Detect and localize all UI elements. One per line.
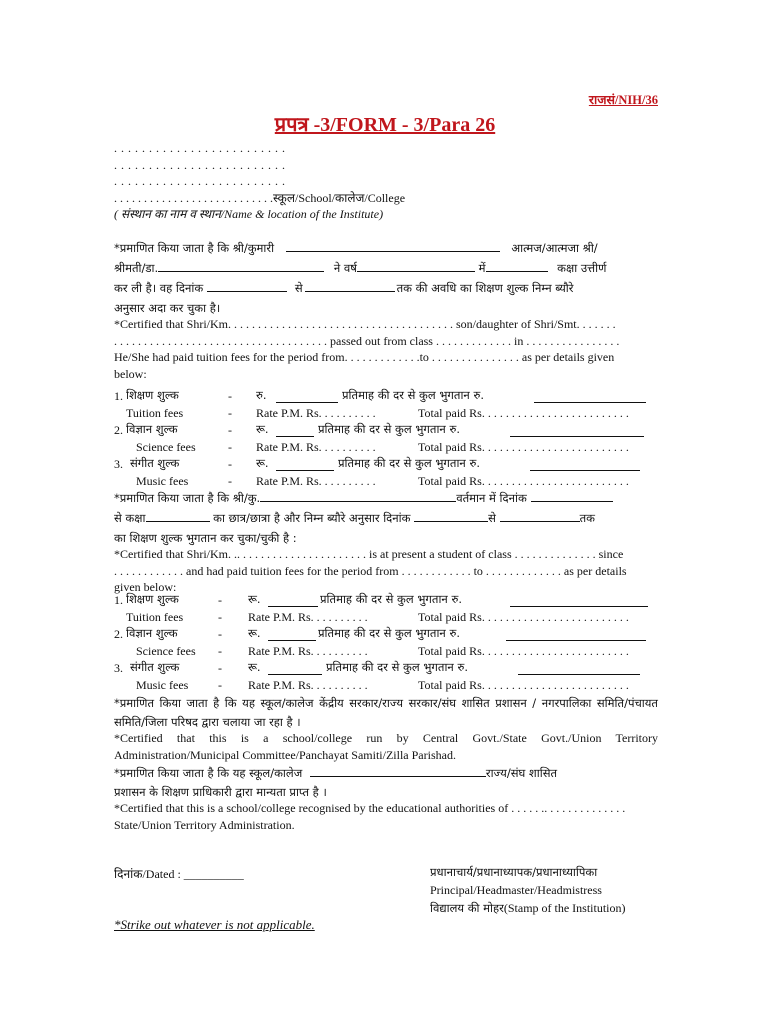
- english-line: below:: [114, 366, 147, 381]
- period-text: तक की अवधि का शिक्षण शुल्क निम्न ब्यौरे: [396, 281, 574, 295]
- section2-hindi: *प्रमाणित किया जाता है कि श्री/कु. वर्तमान में दिनांक से कक्षा का छात्र/छात्रा है और निम्न ब्यौरे अनुसार दिनांक से तक का शिक्षण शुल्क भुगतान कर चुका/चुकी है :: [114, 488, 658, 548]
- dot-line: . . . . . . . . . . . . . . . . . . . . . . . . .: [114, 157, 286, 172]
- fee-row-hindi: 1. शिक्षण शुल्क - रु. प्रतिमाह की दर से कुल भुगतान रु.: [114, 388, 658, 405]
- total-blank[interactable]: [506, 639, 646, 641]
- strike-out-note: *Strike out whatever is not applicable.: [114, 917, 315, 932]
- year-text: ने वर्ष: [333, 261, 357, 275]
- authority-blank[interactable]: [310, 775, 486, 777]
- fee-row-hindi: 2. विज्ञान शुल्क - रू. प्रतिमाह की दर से कुल भुगतान रु.: [114, 626, 658, 643]
- name-blank[interactable]: [286, 250, 500, 252]
- section1-english: [114, 316, 658, 382]
- passed-text: कक्षा उत्तीर्ण: [557, 261, 607, 275]
- total-blank[interactable]: [510, 435, 644, 437]
- fee-row-english: Music fees - Rate P.M. Rs. . . . . . . . . . Total paid Rs. . . . . . . . . . . . . . . . . . . . . . . . .: [136, 678, 629, 692]
- year-blank[interactable]: [357, 270, 475, 272]
- school-line: . . . . . . . . . . . . . . . . . . . . . . . . . . .स्कूल/School/कालेज/College: [114, 190, 406, 205]
- date-blank[interactable]: [531, 500, 613, 502]
- stamp-hindi: विद्यालय की मोहर: [430, 901, 504, 916]
- fee-row-english: Science fees - Rate P.M. Rs. . . . . . . . . . Total paid Rs. . . . . . . . . . . . . . . . . . . . . . . . .: [136, 644, 629, 658]
- in-text: में: [478, 261, 486, 275]
- fee-row-hindi: 3. संगीत शुल्क - रू. प्रतिमाह की दर से कुल भुगतान रु.: [114, 456, 658, 473]
- fee-row-english: Science fees - Rate P.M. Rs. . . . . . . . . . Total paid Rs. . . . . . . . . . . . . . . . . . . . . . . . .: [136, 440, 629, 454]
- section3-english: *Certified that this is a school/college run by Central Govt./State Govt./Union Territory Administration/Municipal Committee/Panchayat Samiti/Zilla Parishad.: [114, 731, 658, 762]
- english-line: . . . . . . . . . . . . and had paid tuition fees for the period from . . . . . . . . . . . . to . . . . . . . . . . . . . as per details: [114, 563, 627, 578]
- section4-hindi: *प्रमाणित किया जाता है कि यह स्कूल/कालेज राज्य/संघ शासित प्रशासन के शिक्षण प्राधिकारी द्वारा मान्यता प्राप्त है ।: [114, 766, 558, 799]
- reference-code: राजसं/NIH/36: [588, 93, 658, 107]
- rate-blank[interactable]: [268, 673, 322, 675]
- fee-row-hindi: 2. विज्ञान शुल्क - रू. प्रतिमाह की दर से कुल भुगतान रु.: [114, 422, 658, 439]
- signature-block: [430, 864, 626, 918]
- fees-table-1: [114, 388, 658, 490]
- total-blank[interactable]: [534, 401, 646, 403]
- institution-caption: ( संस्थान का नाम व स्थान/Name & location of the Institute): [114, 207, 384, 222]
- parent-blank[interactable]: [158, 270, 324, 272]
- stamp-english: (Stamp of the Institution): [503, 901, 626, 916]
- dot-line: . . . . . . . . . . . . . . . . . . . . . . . . .: [114, 141, 286, 155]
- fee-name-hi: शिक्षण शुल्क: [126, 388, 179, 402]
- section1-hindi: [114, 238, 658, 318]
- english-line: given below:: [114, 580, 177, 595]
- english-line: He/She had paid tuition fees for the period from. . . . . . . . . . . . .to . . . . . . . . . . . . . . . as per details given: [114, 350, 615, 365]
- paid-text: अनुसार अदा कर चुका है।: [114, 301, 221, 315]
- rate-blank[interactable]: [276, 435, 314, 437]
- class-blank[interactable]: [146, 520, 210, 522]
- section4-english: *Certified that this is a school/college recognised by the educational authorities of . . . . . .. . . . . . . . . . . . . . State/Union Territory Administration.: [114, 801, 626, 832]
- total-blank[interactable]: [510, 605, 648, 607]
- date-text: कर ली है। वह दिनांक: [114, 281, 204, 295]
- total-blank[interactable]: [530, 469, 640, 471]
- principal-hindi: प्रधानाचार्य/प्रधानाध्यापक/प्रधानाध्यापिका: [430, 865, 598, 879]
- from-text: से: [294, 281, 303, 295]
- from-date-blank[interactable]: [207, 290, 287, 292]
- principal-english: Principal/Headmaster/Headmistress: [430, 883, 602, 898]
- to-date-blank[interactable]: [305, 290, 395, 292]
- rate-blank[interactable]: [268, 605, 318, 607]
- section3-hindi: *प्रमाणित किया जाता है कि यह स्कूल/कालेज केंद्रीय सरकार/राज्य सरकार/संघ शासित प्रशासन / नगरपालिका समिति/पंचायत समिति/जिला परिषद द्वारा चलाया जा रहा है ।: [114, 696, 658, 729]
- english-line: *Certified that Shri/Km. .. . . . . . . . . . . . . . . . . . . . . . is at present a student of class . . . . . . . . . . . . . . since: [114, 547, 624, 561]
- fee-row-hindi: 1. शिक्षण शुल्क - रू. प्रतिमाह की दर से कुल भुगतान रु.: [114, 592, 658, 609]
- dot-line: . . . . . . . . . . . . . . . . . . . . . . . . .: [114, 174, 286, 189]
- english-line: *Certified that Shri/Km. . . . . . . . . . . . . . . . . . . . . . . . . . . . . . . . . . . . . . son/daughter of Shri/Smt. . . . . . .: [114, 317, 616, 331]
- rate-blank[interactable]: [268, 639, 316, 641]
- certify-text: *प्रमाणित किया जाता है कि श्री/कुमारी: [114, 241, 275, 255]
- institution-block: [114, 140, 658, 223]
- fee-row-english: Tuition fees - Rate P.M. Rs. . . . . . . . . . Total paid Rs. . . . . . . . . . . . . . . . . . . . . . . . .: [126, 610, 629, 624]
- rate-blank[interactable]: [276, 401, 338, 403]
- to-date-blank[interactable]: [500, 520, 580, 522]
- class-blank[interactable]: [486, 270, 548, 272]
- total-blank[interactable]: [518, 673, 640, 675]
- section2-english: [114, 546, 658, 596]
- relation-text: आत्मज/आत्मजा श्री/: [511, 241, 598, 255]
- fees-table-2: [114, 592, 658, 694]
- rate-blank[interactable]: [276, 469, 334, 471]
- dated-field: दिनांक/Dated : __________: [114, 867, 244, 881]
- title-text: श्रीमती/डा.: [114, 261, 159, 275]
- form-title: प्रपत्र -3/FORM - 3/Para 26: [274, 114, 496, 136]
- from-date-blank[interactable]: [414, 520, 488, 522]
- fee-row-hindi: 3. संगीत शुल्क - रू. प्रतिमाह की दर से कुल भुगतान रु.: [114, 660, 658, 677]
- english-line: . . . . . . . . . . . . . . . . . . . . . . . . . . . . . . . . . . . . passed out from class . . . . . . . . . . . . . in . . . . . . . . . . . . . . . .: [114, 333, 620, 348]
- fee-row-english: Tuition fees - Rate P.M. Rs. . . . . . . . . . Total paid Rs. . . . . . . . . . . . . . . . . . . . . . . . .: [126, 406, 629, 420]
- name-blank[interactable]: [260, 500, 456, 502]
- fee-row-english: Music fees - Rate P.M. Rs. . . . . . . . . . Total paid Rs. . . . . . . . . . . . . . . . . . . . . . . . .: [136, 474, 629, 488]
